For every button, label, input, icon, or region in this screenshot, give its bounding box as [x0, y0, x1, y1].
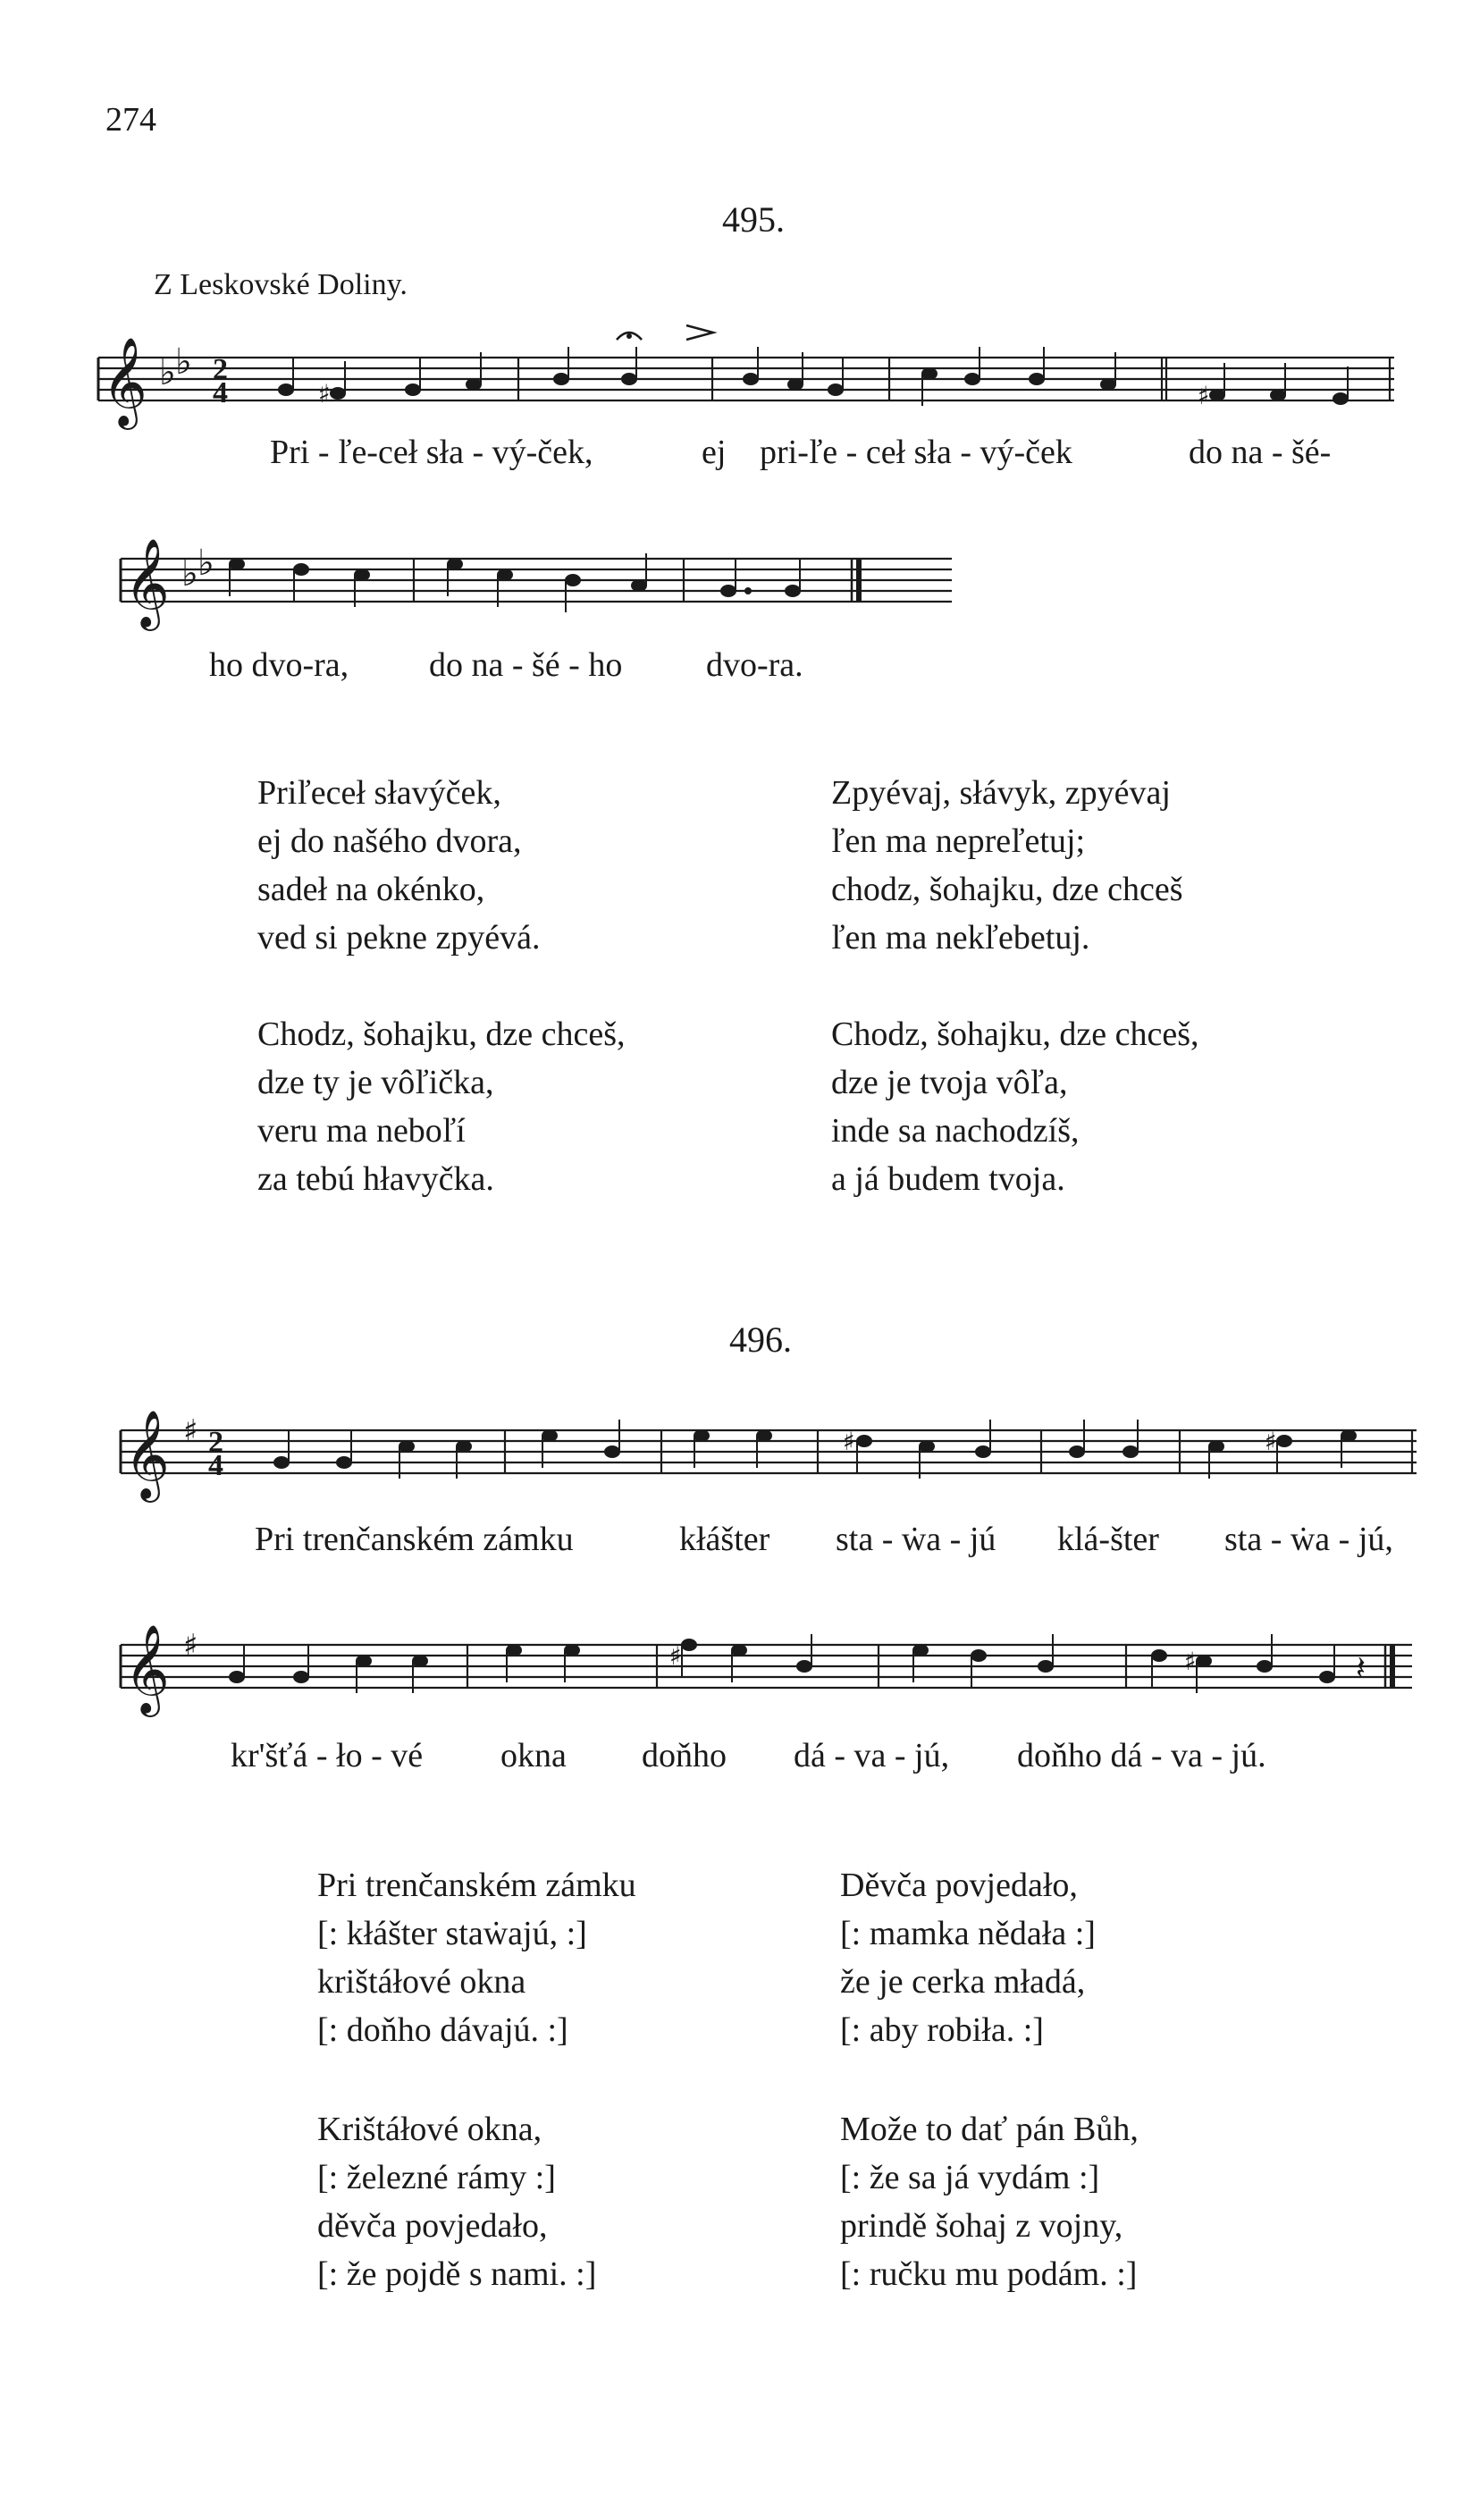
- stanza-495-2: [831, 769, 1183, 962]
- svg-text:♭: ♭: [175, 341, 192, 383]
- svg-text:♯: ♯: [183, 1413, 198, 1449]
- time-signature-bottom: 4: [213, 376, 228, 409]
- stanza-line: inde sa nachodzíš,: [831, 1112, 1080, 1150]
- lyric-496-2-c: doňho: [642, 1737, 727, 1774]
- stanza-line: a já budem tvoja.: [831, 1160, 1065, 1198]
- stanza-line: že je cerka mładá,: [840, 1963, 1086, 2001]
- stanza-line: sadeł na okénko,: [257, 871, 485, 908]
- svg-text:♯: ♯: [1184, 1647, 1197, 1676]
- stanza-line: [: že sa já vydám :]: [840, 2159, 1100, 2196]
- stanza-line: děvča povjedało,: [317, 2207, 548, 2245]
- svg-text:♯: ♯: [1265, 1427, 1277, 1456]
- music-staff-495-2: [112, 523, 970, 639]
- stanza-line: prindě šohaj z vojny,: [840, 2207, 1123, 2245]
- lyric-496-1-b: kłášter: [679, 1521, 770, 1558]
- svg-text:♭: ♭: [159, 352, 176, 393]
- stanza-line: Može to dať pán Bůh,: [840, 2111, 1139, 2148]
- svg-text:♯: ♯: [843, 1427, 855, 1456]
- svg-text:♭: ♭: [198, 543, 214, 584]
- stanza-line: [: kłášter staẇajú, :]: [317, 1915, 587, 1952]
- stanza-line: Chodz, šohajku, dze chceš,: [831, 1016, 1199, 1053]
- stanza-line: ľen ma nekľebetuj.: [831, 919, 1090, 957]
- lyric-495-1-a: Pri - ľe-ceł sła - vý-ček,: [270, 434, 593, 471]
- stanza-line: [: mamka nědała :]: [840, 1915, 1096, 1952]
- lyric-496-1-c: sta - ẇa - jú: [836, 1521, 996, 1558]
- stanza-line: Priľeceł słavýček,: [257, 774, 501, 812]
- song-origin: Z Leskovské Doliny.: [154, 268, 408, 301]
- stanza-496-1: [317, 1861, 636, 2054]
- stanza-line: ej do našého dvora,: [257, 822, 522, 860]
- lyric-495-1-d: do na - šé-: [1189, 434, 1332, 471]
- stanza-line: [: doňho dávajú. :]: [317, 2011, 568, 2049]
- stanza-line: chodz, šohajku, dze chceš: [831, 871, 1183, 908]
- stanza-line: krištáłové okna: [317, 1963, 526, 2001]
- stanza-495-4: [831, 1010, 1199, 1203]
- stanza-line: [: že pojdě s nami. :]: [317, 2255, 597, 2293]
- stanza-line: dze je tvoja vôľa,: [831, 1064, 1068, 1101]
- stanza-line: Pri trenčanském zámku: [317, 1867, 636, 1904]
- stanza-line: za tebú hłavyčka.: [257, 1160, 494, 1198]
- stanza-496-3: [317, 2105, 596, 2298]
- stanza-line: [: ručku mu podám. :]: [840, 2255, 1138, 2293]
- svg-text:♭: ♭: [181, 553, 198, 594]
- lyric-495-1-c: pri-ľe - ceł sła - vý-ček: [760, 434, 1072, 471]
- svg-text:𝄞: 𝄞: [102, 337, 147, 426]
- lyric-496-1-e: sta - ẇa - jú,: [1224, 1521, 1393, 1558]
- stanza-line: [: železné rámy :]: [317, 2159, 556, 2196]
- lyric-495-2-a: ho dvo-ra,: [209, 646, 349, 684]
- stanza-line: ved si pekne zpyévá.: [257, 919, 541, 957]
- svg-text:𝄞: 𝄞: [124, 1624, 170, 1714]
- svg-text:♯: ♯: [1198, 381, 1210, 410]
- stanza-line: Zpyévaj, słávyk, zpyévaj: [831, 774, 1171, 812]
- time-signature-top: 2: [213, 353, 228, 386]
- lyric-496-2-b: okna: [500, 1737, 567, 1774]
- music-staff-496-1: [112, 1395, 1430, 1511]
- song-number-496: 496.: [729, 1319, 792, 1360]
- page-number: 274: [105, 101, 156, 139]
- stanza-line: [: aby robiła. :]: [840, 2011, 1044, 2049]
- lyric-496-2-a: kr'šťá - ło - vé: [231, 1737, 424, 1774]
- lyric-496-1-d: klá-šter: [1057, 1521, 1159, 1558]
- music-staff-495-1: [89, 322, 1412, 438]
- svg-text:𝄞: 𝄞: [124, 538, 170, 628]
- stanza-line: Chodz, šohajku, dze chceš,: [257, 1016, 626, 1053]
- stanza-496-4: [840, 2105, 1139, 2298]
- music-staff-496-2: [112, 1609, 1430, 1725]
- song-number-495: 495.: [722, 199, 785, 240]
- lyric-496-2-d: dá - va - jú,: [794, 1737, 950, 1774]
- stanza-line: veru ma neboľí: [257, 1112, 466, 1150]
- stanza-line: ľen ma nepreľetuj;: [831, 822, 1086, 860]
- stanza-496-2: [840, 1861, 1096, 2054]
- lyric-495-1-b: ej: [702, 434, 727, 471]
- stanza-line: Děvča povjedało,: [840, 1867, 1078, 1904]
- svg-text:♯: ♯: [669, 1641, 682, 1671]
- lyric-496-2-e: doňho dá - va - jú.: [1017, 1737, 1266, 1774]
- time-signature-bottom: 4: [208, 1449, 223, 1482]
- time-signature-top: 2: [208, 1426, 223, 1459]
- svg-text:♯: ♯: [318, 379, 331, 409]
- lyric-496-1-a: Pri trenčanském zámku: [255, 1521, 574, 1558]
- stanza-line: Krištáłové okna,: [317, 2111, 542, 2148]
- stanza-line: dze ty je vôľička,: [257, 1064, 494, 1101]
- lyric-495-2-c: dvo-ra.: [706, 646, 803, 684]
- stanza-495-1: [257, 769, 541, 962]
- svg-text:♯: ♯: [183, 1628, 198, 1664]
- svg-text:𝄞: 𝄞: [124, 1410, 170, 1499]
- stanza-495-3: [257, 1010, 626, 1203]
- lyric-495-2-b: do na - šé - ho: [429, 646, 623, 684]
- svg-text:𝄽: 𝄽: [1356, 1650, 1366, 1687]
